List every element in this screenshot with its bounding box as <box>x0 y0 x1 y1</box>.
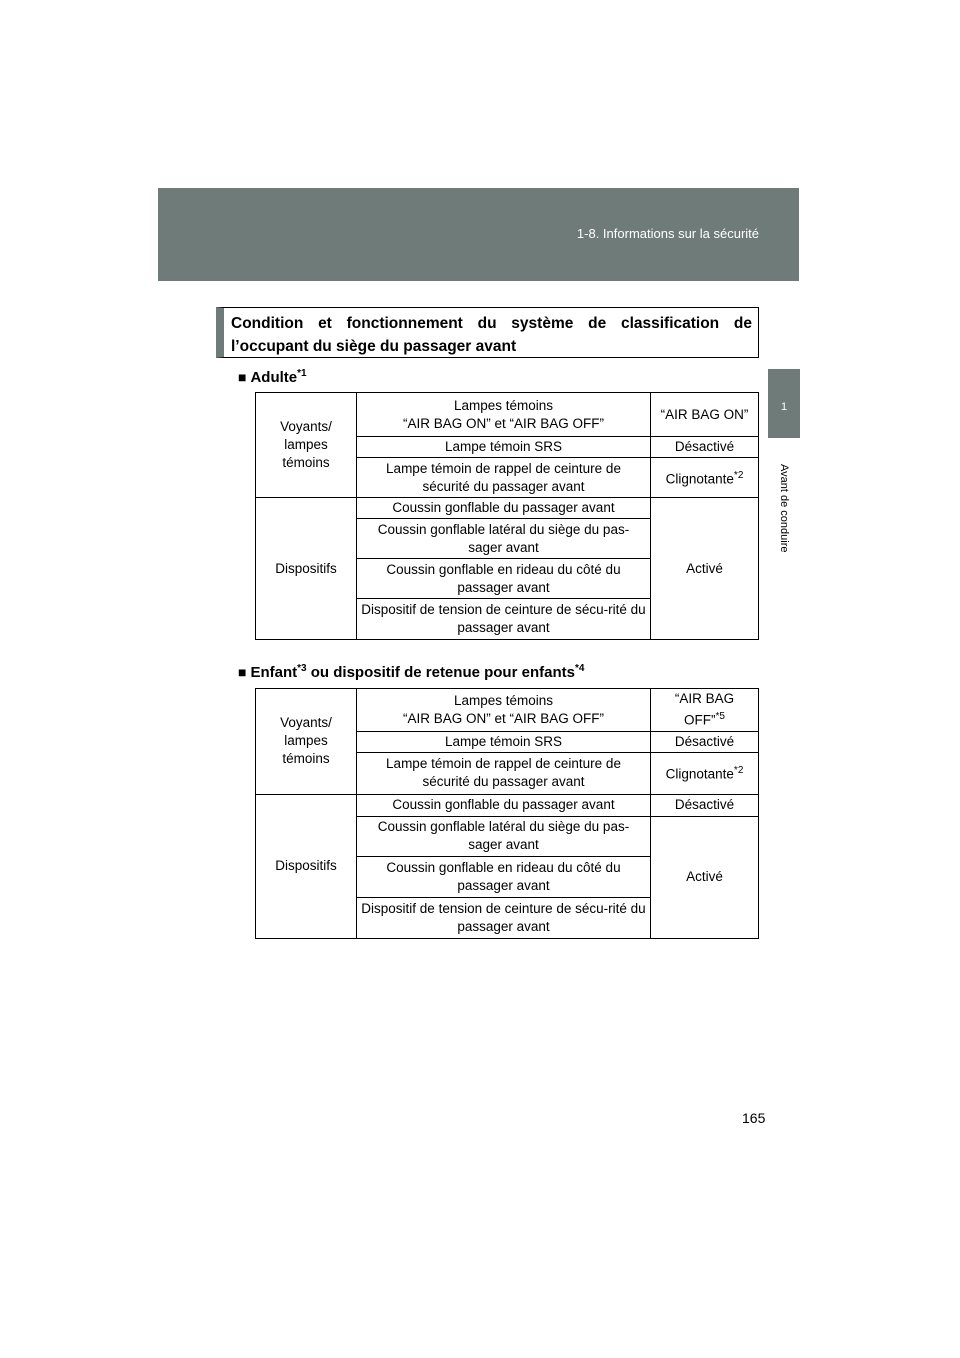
srs-label: Lampe témoin SRS <box>357 731 651 752</box>
belt-label: Lampe témoin de rappel de ceinture de sécurité du passager avant <box>357 458 651 498</box>
voyants-label: Voyants/ lampes témoins <box>256 393 357 498</box>
header-band <box>158 188 799 281</box>
chapter-tab <box>768 369 800 438</box>
device-pretensioner: Dispositif de tension de ceinture de sécu-rité du passager avant <box>357 897 651 938</box>
srs-value: Désactivé <box>651 731 759 752</box>
srs-value: Désactivé <box>651 437 759 458</box>
dispositifs-label: Dispositifs <box>256 498 357 640</box>
srs-label: Lampe témoin SRS <box>357 437 651 458</box>
dispositifs-label: Dispositifs <box>256 794 357 938</box>
device-side-airbag: Coussin gonflable latéral du siège du pas-sager avant <box>357 816 651 856</box>
device-side-airbag: Coussin gonflable latéral du siège du pas-sager avant <box>357 519 651 559</box>
device-curtain-airbag: Coussin gonflable en rideau du côté du passager avant <box>357 559 651 599</box>
chapter-label <box>769 448 799 568</box>
adult-heading: ■ Adulte$^{*1}$ <box>238 368 307 386</box>
lamp-onoff-label: Lampes témoins “AIR BAG ON” et “AIR BAG OFF” <box>357 689 651 732</box>
chapter-label-text: Avant de conduire <box>778 463 790 553</box>
child-heading: ■ Enfant$^{*3}$ ou dispositif de retenue pour enfants$^{*4}$ <box>238 663 585 681</box>
device-pretensioner: Dispositif de tension de ceinture de sécu-rité du passager avant <box>357 599 651 640</box>
device-front-airbag-value: Désactivé <box>651 794 759 816</box>
belt-value: Clignotante$^{*2}$ <box>651 752 759 794</box>
child-table <box>255 688 759 939</box>
lamp-onoff-value: “AIR BAG OFF”$^{*5}$ <box>651 689 759 732</box>
square-bullet-icon: ■ <box>238 664 247 680</box>
belt-value: Clignotante$^{*2}$ <box>651 458 759 498</box>
lamp-onoff-value: “AIR BAG ON” <box>651 393 759 437</box>
device-front-airbag: Coussin gonflable du passager avant <box>357 794 651 816</box>
section-header: 1-8. Informations sur la sécurité <box>576 226 759 241</box>
device-front-airbag: Coussin gonflable du passager avant <box>357 498 651 519</box>
page-number: 165 <box>742 1110 766 1126</box>
lamp-onoff-label: Lampes témoins “AIR BAG ON” et “AIR BAG OFF” <box>357 393 651 437</box>
adult-table <box>255 392 759 640</box>
chapter-number: 1 <box>780 401 788 413</box>
devices-value: Activé <box>651 816 759 938</box>
device-curtain-airbag: Coussin gonflable en rideau du côté du passager avant <box>357 856 651 897</box>
section-title: Condition et fonctionnement du système de classification de l’occupant du siège du passager avant <box>216 307 759 358</box>
devices-value: Activé <box>651 498 759 640</box>
voyants-label: Voyants/ lampes témoins <box>256 689 357 795</box>
belt-label: Lampe témoin de rappel de ceinture de sécurité du passager avant <box>357 752 651 794</box>
square-bullet-icon: ■ <box>238 369 247 385</box>
